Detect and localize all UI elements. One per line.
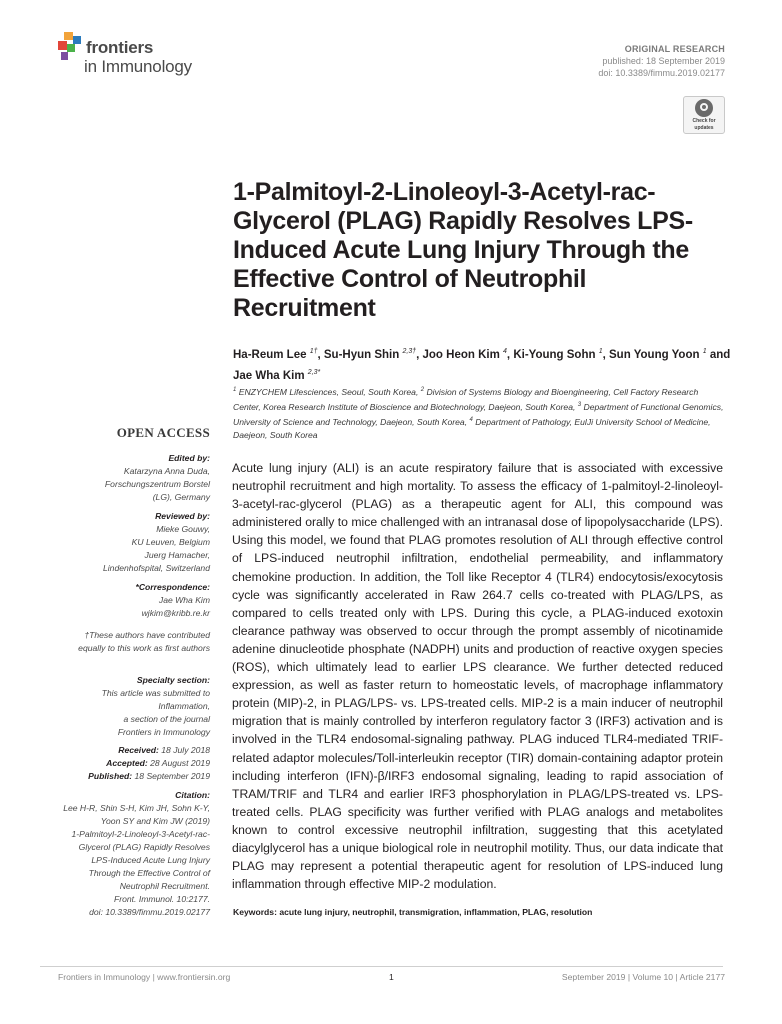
edited-by-label: Edited by: [168,453,210,463]
article-doi[interactable]: doi: 10.3389/fimmu.2019.02177 [598,68,725,78]
author-affiliation-marker: 2,3† [402,348,417,355]
citation-line: Neutrophil Recruitment. [119,881,210,891]
journal-name-line1: frontiers [86,38,154,57]
author-name[interactable]: Joo Heon Kim [422,348,500,361]
editor-line: Katarzyna Anna Duda, [123,466,210,476]
author-name[interactable]: Ki-Young Sohn [513,348,596,361]
open-access-label: OPEN ACCESS [116,425,210,440]
check-for-updates-badge[interactable] [683,96,725,134]
correspondence-email[interactable]: wjkim@kribb.re.kr [141,608,210,618]
edited-by-block [40,452,210,504]
affiliation-text: Department of Functional Genomics, University of Science and Technology, Daejeon, South Korea, [233,401,724,427]
reviewer-line: KU Leuven, Belgium [131,537,210,547]
keywords: Keywords: acute lung injury, neutrophil, transmigration, inflammation, PLAG, resolution [233,907,593,917]
received-date: 18 July 2018 [158,745,210,755]
author-name[interactable]: Su-Hyun Shin [323,348,400,361]
journal-logo[interactable] [58,32,228,78]
author-affiliation-marker: 1† [309,348,318,355]
author-name[interactable]: Ha-Reum Lee [233,348,307,361]
correspondence-name: Jae Wha Kim [158,595,210,605]
accepted-label: Accepted: [106,758,148,768]
affiliation-text: Department of Pathology, EulJi University School of Medicine, Daejeon, South Korea [233,416,711,440]
citation-line: 1-Palmitoyl-2-Linoleoyl-3-Acetyl-rac- [71,829,210,839]
accepted-date: 28 August 2019 [147,758,210,768]
dates-block [40,744,210,783]
contribution-line: †These authors have contributed [84,630,210,640]
published-date: published: 18 September 2019 [602,56,725,66]
frontiers-logo-icon [58,32,84,62]
reviewed-by-label: Reviewed by: [155,511,210,521]
affiliation-number: 2 [420,387,425,393]
citation-line: LPS-Induced Acute Lung Injury [91,855,210,865]
editor-line: (LG), Germany [152,492,210,502]
footer-journal-site[interactable]: Frontiers in Immunology | www.frontiersin.org [58,972,231,982]
published-date-sidebar: 18 September 2019 [132,771,210,781]
author-name[interactable]: Jae Wha Kim [233,369,305,382]
check-updates-icon [695,99,713,117]
correspondence-label: *Correspondence: [135,582,210,592]
contribution-line: equally to this work as first authors [78,643,210,653]
affiliations [233,384,728,442]
affiliation-number: 1 [233,387,237,393]
journal-name-line2: in Immunology [84,57,192,76]
specialty-line: a section of the journal [123,714,210,724]
citation-line: Lee H-R, Shin S-H, Kim JH, Sohn K-Y, [63,803,210,813]
specialty-section-block [40,674,210,739]
check-updates-line2: updates [694,125,714,131]
citation-line: Through the Effective Control of [88,868,210,878]
reviewer-line: Lindenhofspital, Switzerland [102,563,210,573]
citation-doi[interactable]: doi: 10.3389/fimmu.2019.02177 [89,907,210,917]
article-type: ORIGINAL RESEARCH [624,44,725,54]
specialty-line: Frontiers in Immunology [117,727,210,737]
received-label: Received: [118,745,159,755]
affiliation-number: 3 [577,401,582,408]
reviewed-by-block [40,510,210,575]
correspondence-block [40,581,210,620]
author-affiliation-marker: 2,3* [307,368,321,376]
specialty-section-label: Specialty section: [136,675,210,685]
affiliation-text: Division of Systems Biology and Bioengineering, Cell Factory Research Center, Korea Research Institute of Bioscience and Biotechnology, Daejeon, South Korea, [233,386,699,412]
specialty-line: Inflammation, [158,701,210,711]
editor-line: Forschungszentrum Borstel [104,479,210,489]
affiliation-text: ENZYCHEM Lifesciences, Seoul, South Korea, [238,386,421,397]
footer-divider [40,966,723,967]
specialty-line: This article was submitted to [101,688,210,698]
author-name[interactable]: Sun Young Yoon [609,348,700,361]
footer-issue-info: September 2019 | Volume 10 | Article 2177 [561,972,725,982]
affiliation-number: 4 [469,416,473,423]
article-title: 1-Palmitoyl-2-Linoleoyl-3-Acetyl-rac-Glycerol (PLAG) Rapidly Resolves LPS-Induced Acute Lung Injury Through the Effective Control of Neutrophil Recruitment [233,178,693,322]
citation-label: Citation: [175,790,210,800]
citation-line: Yoon SY and Kim JW (2019) [100,816,210,826]
author-affiliation-marker: 1 [702,348,707,355]
published-label: Published: [88,771,133,781]
author-affiliation-marker: 1 [598,348,603,355]
reviewer-line: Juerg Hamacher, [144,550,210,560]
author-affiliation-marker: 4 [503,348,507,355]
abstract-text: Acute lung injury (ALI) is an acute respiratory failure that is associated with excessive neutrophil recruitment and high mortality. To assess the efficacy of 1-palmitoyl-2-linoleoyl-3-acetyl-rac-glycerol (PLAG) as a therapeutic agent for ALI, this compound was administered orally to mice challenged with an intranasal dose of lipopolysaccharide (LPS). Using this model, we found that PLAG promotes resolution of ALI through effective control of LPS-induced neutrophil infiltration, endothelial permeability, and inflammatory chemokine production. In addition, the Toll like Receptor 4 (TLR4) endocytosis/exocytosis cycle was significantly accelerated in Raw 264.7 cells co-treated with PLAG/LPS, as compared to cells treated only with LPS. During this cycle, a PLAG-induced exotoxin clearance pathway was observed to occur through the prompt assembly of nicotinamide adenine dinucleotide phosphate (NADPH) units and production of reactive oxygen species (ROS), which ultimately lead to earlier LPS clearance. We further detected reduced expression, as well as faster return to homeostatic levels, of macrophage inflammatory protein (MIP)-2, in PLAG/LPS- vs. LPS-treated cells. MIP-2 is a main inducer of neutrophil migration that is mainly controlled by interferon regulatory factor 3 (IRF3) activation and is involved in the TLR4 endosomal-signaling pathway. PLAG induced TLR4-mediated TRIF-related adaptor molecules/Toll-interleukin receptor (TIR) domain-containing adaptor protein including interferon (IFN)-β/IRF3 endosomal signaling, leading to rapid association of TRAM/TRIF and TLR4 and earlier IRF3 phosphorylation in PLAG/LPS-treated vs. LPS-treated cells. PLAG specificity was further verified with PLAG analogs and metabolites known to control excessive neutrophil infiltration, suggesting that this acetylated diacylglycerol has a unique biological role in neutrophil motility. Thus, our data indicate that PLAG may represent a potential therapeutic agent for resolution of LPS-induced lung inflammation through effective MIP-2 modulation. [232,461,723,892]
contribution-note [40,629,210,655]
citation-block [40,789,210,919]
check-updates-line1: Check for [692,118,716,124]
reviewer-line: Mieke Gouwy, [156,524,210,534]
citation-line: Front. Immunol. 10:2177. [113,894,210,904]
citation-line: Glycerol (PLAG) Rapidly Resolves [78,842,210,852]
article-header [598,43,725,79]
author-list: Ha-Reum Lee $^{1\dagger}$, Su-Hyun Shin $^{2,3\dagger}$, Joo Heon Kim $^4$, Ki-Young Sohn $^1$, Sun Young Yoon $^1$ and Jae Wha Kim $^{2,3*}$ [233,348,731,382]
page-number: 1 [389,972,394,982]
